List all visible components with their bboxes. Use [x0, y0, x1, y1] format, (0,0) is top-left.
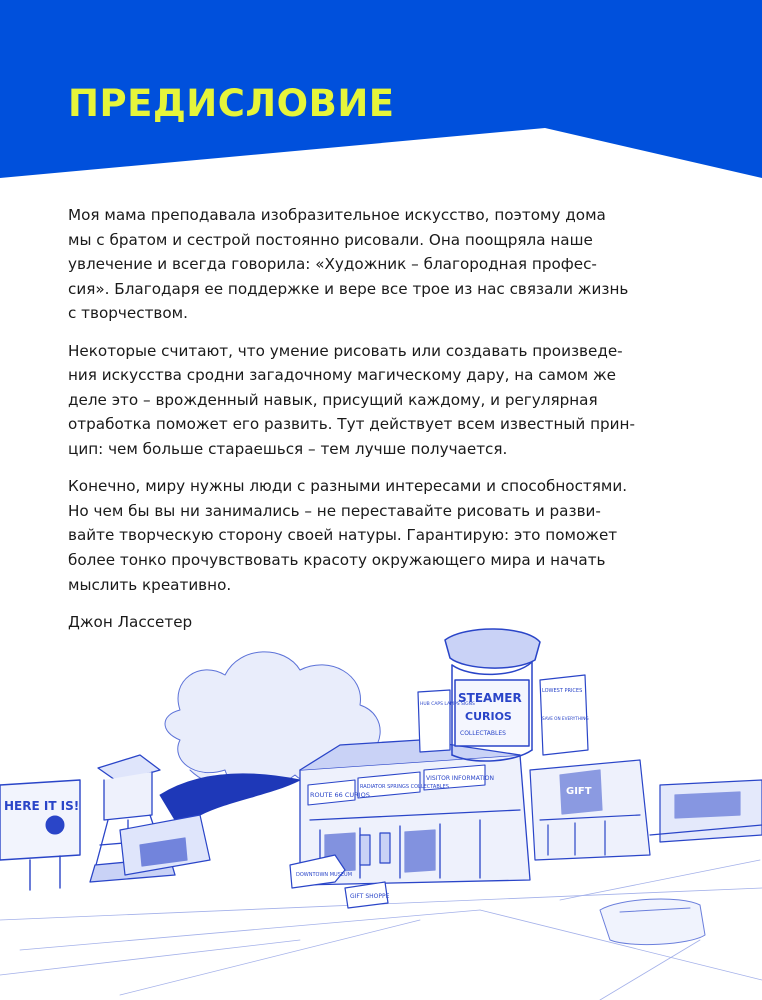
text-line: Некоторые считают, что умение рисовать или создавать произведе-	[68, 341, 623, 360]
text-line: с творчеством.	[68, 304, 188, 323]
billboard-text: HERE IT IS!	[4, 799, 80, 813]
steamer-tower	[445, 629, 540, 761]
lowest-prices-sign	[540, 675, 589, 755]
paragraph-3	[68, 474, 700, 597]
route66-text: ROUTE 66 CURIOS	[310, 791, 370, 799]
save-text: SAVE ON EVERYTHING	[542, 716, 589, 721]
text-line: сия». Благодаря ее поддержке и вере все трое из нас связали жизнь	[68, 279, 629, 298]
gift-text: GIFT	[566, 786, 592, 797]
text-line: Но чем бы вы ни занимались – не переставайте рисовать и разви-	[68, 501, 601, 520]
text-line: мы с братом и сестрой постоянно рисовали. Она поощряла наше	[68, 230, 593, 249]
text-line: Моя мама преподавала изобразительное искусство, поэтому дома	[68, 206, 606, 224]
text-line: мыслить креативно.	[68, 575, 232, 594]
shop-right	[530, 760, 650, 860]
text-line: Конечно, миру нужны люди с разными интересами и способностями.	[68, 477, 628, 496]
text-line: более тонко прочувствовать красоту окружающего мира и начать	[68, 550, 606, 569]
town-sketch-illustration	[0, 620, 762, 1000]
hub-text: HUB CAPS LAMPS SIGNS	[420, 702, 475, 707]
text-line: вайте творческую сторону своей натуры. Гарантирую: это поможет	[68, 526, 618, 545]
building-far-right	[650, 780, 762, 842]
sketch-drawing	[0, 620, 762, 1000]
shop-left	[120, 815, 210, 875]
text-line: ния искусства сродни загадочному магическому дару, на самом же	[68, 366, 617, 385]
author-signature: Джон Лассетер	[68, 612, 193, 631]
page-title: ПРЕДИСЛОВИЕ	[68, 82, 395, 125]
gift-shoppe-text: GIFT SHOPPE	[350, 893, 390, 900]
tree-trunk	[160, 774, 300, 820]
text-line: отработка поможет его развить. Тут действует всем известный прин-	[68, 415, 635, 434]
billboard-left	[0, 780, 80, 890]
lowest-text: LOWEST PRICES	[542, 688, 583, 694]
text-line: увлечение и всегда говорила: «Художник – благородная профес-	[68, 255, 597, 274]
steamer-text: STEAMER	[458, 691, 522, 705]
museum-text: DOWNTOWN MUSEUM	[296, 872, 353, 878]
car-outline	[600, 899, 705, 945]
paragraph-1	[68, 203, 700, 326]
text-line: деле это – врожденный навык, присущий каждому, и регулярная	[68, 390, 598, 409]
curios-text: CURIOS	[465, 710, 512, 723]
text-line: цип: чем больше стараешься – тем лучше получается.	[68, 439, 508, 458]
paragraph-2	[68, 339, 700, 462]
visitor-text: VISITOR INFORMATION	[426, 775, 494, 782]
collectables-text: COLLECTABLES	[460, 730, 506, 737]
foreword-text	[68, 203, 700, 647]
radiator-text: RADIATOR SPRINGS COLLECTABLES	[360, 784, 449, 790]
